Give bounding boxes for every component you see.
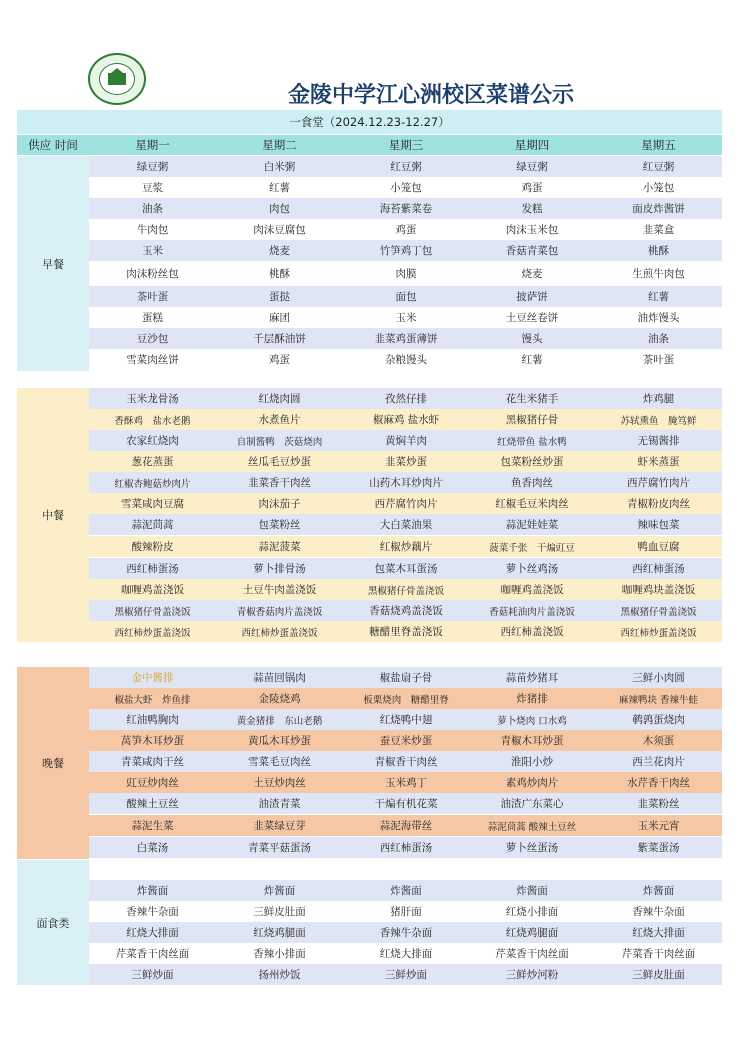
menu-item: 雪菜毛豆肉丝 bbox=[248, 756, 311, 768]
menu-row bbox=[89, 943, 722, 964]
menu-item: 玉米龙骨汤 bbox=[126, 393, 179, 405]
menu-item: 鹌鹑蛋烧肉 bbox=[632, 714, 685, 726]
menu-item: 红椒毛豆米肉丝 bbox=[495, 498, 569, 510]
menu-item: 蒜泥茼蒿 酸辣土豆丝 bbox=[487, 821, 577, 833]
menu-item: 红烧小排面 bbox=[505, 906, 559, 918]
menu-item: 白菜汤 bbox=[136, 842, 169, 854]
menu-item: 肉沫粉丝包 bbox=[126, 268, 179, 280]
menu-item: 香菇青菜包 bbox=[505, 245, 559, 257]
menu-item: 红油鸭胸肉 bbox=[126, 714, 179, 726]
menu-row bbox=[89, 514, 722, 535]
menu-item: 韭菜粉丝 bbox=[637, 798, 680, 810]
menu-item: 雪菜肉丝饼 bbox=[126, 354, 179, 366]
breakfast-meal-label: 早餐 bbox=[17, 156, 89, 371]
menu-item: 水煮鱼片 bbox=[258, 414, 301, 426]
menu-item: 西芹腐竹肉片 bbox=[627, 477, 690, 489]
menu-item: 茶叶蛋 bbox=[136, 291, 169, 303]
menu-item: 金中酱排 bbox=[131, 672, 174, 684]
menu-row bbox=[89, 793, 722, 814]
menu-item: 油渣广东菜心 bbox=[500, 798, 564, 810]
menu-item: 萝卜丝蛋汤 bbox=[505, 842, 559, 854]
menu-row bbox=[89, 880, 722, 901]
menu-item: 西红柿炒蛋盖浇饭 bbox=[620, 627, 697, 639]
menu-item: 木须蛋 bbox=[642, 735, 675, 747]
menu-item: 素鸡炒肉片 bbox=[505, 777, 559, 789]
menu-item: 玉米元宵 bbox=[637, 820, 680, 832]
menu-item: 芹菜香干肉丝面 bbox=[115, 948, 190, 960]
menu-item: 韭菜鸡蛋薄饼 bbox=[374, 333, 438, 345]
menu-item: 包菜木耳蛋汤 bbox=[374, 563, 438, 575]
menu-row bbox=[89, 730, 722, 751]
menu-item: 红烧鸡腿面 bbox=[253, 927, 306, 939]
breakfast-section bbox=[17, 156, 722, 371]
menu-item: 孜然仔排 bbox=[385, 393, 427, 405]
lunch-meal-label: 中餐 bbox=[17, 388, 89, 642]
menu-item: 三鲜炒面 bbox=[131, 969, 174, 981]
menu-row bbox=[89, 579, 722, 600]
menu-item: 雪菜咸肉豆腐 bbox=[121, 498, 184, 510]
menu-item: 炸酱面 bbox=[136, 885, 169, 897]
menu-item: 蒜苗炒猪耳 bbox=[505, 672, 559, 684]
menu-item: 青椒香干肉丝 bbox=[374, 756, 438, 768]
menu-item: 竹笋鸡丁包 bbox=[379, 245, 433, 257]
menu-row bbox=[89, 688, 722, 709]
menu-item: 炸鸡腿 bbox=[642, 393, 675, 405]
menu-item: 蒜泥娃娃菜 bbox=[505, 519, 559, 531]
menu-item: 香酥鸡 盐水老鹅 bbox=[114, 415, 191, 427]
menu-item: 黑椒猪仔骨盖浇饭 bbox=[367, 585, 444, 597]
day-header-fri: 星期五 bbox=[641, 138, 676, 152]
menu-item: 青椒香菇肉片盖浇饭 bbox=[236, 606, 323, 618]
menu-item: 黑椒猪仔骨盖浇饭 bbox=[620, 606, 697, 618]
menu-item: 豆沙包 bbox=[136, 333, 169, 345]
menu-item: 香辣牛杂面 bbox=[379, 927, 433, 939]
menu-item: 面包 bbox=[395, 291, 417, 303]
menu-item: 干煸有机花菜 bbox=[374, 798, 438, 810]
menu-item: 绿豆粥 bbox=[516, 161, 548, 173]
menu-row bbox=[89, 667, 722, 688]
menu-item: 杂粮馒头 bbox=[385, 354, 427, 366]
menu-item: 玉米 bbox=[142, 245, 163, 257]
menu-item: 三鲜炒河粉 bbox=[505, 969, 559, 981]
menu-item: 红薯 bbox=[269, 182, 290, 194]
menu-row bbox=[89, 709, 722, 730]
menu-item: 黑椒猪仔骨盖浇饭 bbox=[114, 606, 191, 618]
menu-item: 红薯 bbox=[648, 291, 669, 303]
menu-item: 青椒木耳炒蛋 bbox=[500, 735, 564, 747]
noodles-meal-label: 面食类 bbox=[17, 860, 89, 985]
menu-item: 红豆粥 bbox=[390, 161, 422, 173]
menu-item: 香菇耗油肉片盖浇饭 bbox=[489, 606, 575, 618]
menu-row bbox=[89, 621, 722, 642]
menu-item: 鸡蛋 bbox=[395, 224, 417, 236]
menu-item: 自制酱鸭 茨菇烧肉 bbox=[236, 436, 323, 448]
menu-item: 肉包 bbox=[269, 203, 290, 215]
menu-item: 芹菜香干肉丝面 bbox=[621, 948, 696, 960]
menu-row bbox=[89, 307, 722, 328]
day-header-tue: 星期二 bbox=[262, 138, 297, 152]
menu-item: 桃酥 bbox=[269, 268, 290, 280]
menu-item: 香辣小排面 bbox=[253, 948, 306, 960]
menu-item: 红薯 bbox=[521, 354, 543, 366]
menu-item: 山药木耳炒肉片 bbox=[369, 477, 443, 489]
menu-item: 红烧大排面 bbox=[126, 927, 179, 939]
menu-item: 三鲜皮肚面 bbox=[253, 906, 306, 918]
menu-item: 香辣牛杂面 bbox=[126, 906, 179, 918]
menu-item: 桃酥 bbox=[648, 245, 669, 257]
menu-item: 海苔紫菜卷 bbox=[379, 203, 433, 215]
menu-item: 咖喱鸡块盖浇饭 bbox=[621, 584, 696, 596]
menu-item: 肉沫茄子 bbox=[258, 498, 301, 510]
menu-item: 油炸馒头 bbox=[637, 312, 680, 324]
menu-item: 牛肉包 bbox=[136, 224, 169, 236]
menu-row bbox=[89, 922, 722, 943]
menu-row bbox=[89, 177, 722, 198]
menu-item: 扬州炒饭 bbox=[258, 969, 301, 981]
menu-item: 红烧鸭中翅 bbox=[379, 714, 433, 726]
menu-item: 花生米猪手 bbox=[505, 393, 559, 405]
menu-item: 咖喱鸡盖浇饭 bbox=[121, 584, 184, 596]
menu-row bbox=[89, 558, 722, 579]
menu-item: 土豆丝卷饼 bbox=[505, 312, 559, 324]
menu-row bbox=[89, 451, 722, 472]
menu-item: 黑椒猪仔骨 bbox=[505, 414, 559, 426]
menu-item: 生煎牛肉包 bbox=[632, 268, 685, 280]
menu-item: 农家红烧肉 bbox=[126, 435, 179, 447]
menu-item: 青椒粉皮肉丝 bbox=[627, 498, 690, 510]
menu-item: 红椒杏鲍菇炒肉片 bbox=[114, 478, 191, 490]
menu-item: 西红柿蛋汤 bbox=[379, 842, 433, 854]
menu-row bbox=[89, 772, 722, 793]
menu-item: 三鲜炒面 bbox=[385, 969, 427, 981]
menu-item: 西芹腐竹肉片 bbox=[374, 498, 438, 510]
menu-item: 蒜泥海带丝 bbox=[379, 820, 433, 832]
canteen-subtitle: 一食堂（2024.12.23-12.27） bbox=[17, 110, 722, 134]
menu-row bbox=[89, 815, 722, 836]
day-header-mon: 星期一 bbox=[135, 138, 170, 152]
menu-item: 萝卜烧肉 口水鸡 bbox=[497, 715, 567, 727]
menu-item: 椒麻鸡 盐水虾 bbox=[372, 414, 440, 426]
menu-row bbox=[89, 328, 722, 349]
menu-item: 豆浆 bbox=[142, 182, 163, 194]
menu-item: 土豆牛肉盖浇饭 bbox=[242, 584, 317, 596]
dinner-section bbox=[17, 667, 722, 859]
menu-item: 咖喱鸡盖浇饭 bbox=[500, 584, 564, 596]
menu-item: 红烧肉圆 bbox=[258, 393, 301, 405]
menu-row bbox=[89, 388, 722, 409]
menu-item: 炸酱面 bbox=[516, 885, 548, 897]
menu-item: 西红柿蛋汤 bbox=[632, 563, 685, 575]
menu-item: 红豆粥 bbox=[642, 161, 675, 173]
menu-item: 披萨饼 bbox=[516, 291, 548, 303]
menu-item: 蒜泥生菜 bbox=[131, 820, 174, 832]
menu-row bbox=[89, 240, 722, 261]
page-title: 金陵中学江心洲校区菜谱公示 bbox=[288, 83, 575, 108]
menu-item: 蒜泥茼蒿 bbox=[131, 519, 174, 531]
menu-item: 三鲜皮肚面 bbox=[632, 969, 685, 981]
day-header-thu: 星期四 bbox=[514, 138, 550, 152]
menu-row bbox=[89, 901, 722, 922]
menu-item: 炸酱面 bbox=[390, 885, 422, 897]
menu-item: 菠菜千张 干煸豇豆 bbox=[489, 542, 575, 554]
noodle-section bbox=[17, 860, 722, 985]
menu-row bbox=[89, 536, 722, 557]
menu-item: 烧麦 bbox=[521, 268, 543, 280]
menu-item: 炸酱面 bbox=[642, 885, 675, 897]
menu-row bbox=[89, 286, 722, 307]
menu-item: 面皮炸酱饼 bbox=[632, 203, 685, 215]
menu-item: 炸猪排 bbox=[516, 693, 548, 705]
menu-item: 土豆炒肉丝 bbox=[253, 777, 306, 789]
menu-item: 西红柿蛋汤 bbox=[126, 563, 179, 575]
menu-item: 丝瓜毛豆炒蛋 bbox=[248, 456, 311, 468]
menu-item: 鸭血豆腐 bbox=[637, 541, 680, 553]
menu-row bbox=[89, 964, 722, 985]
menu-item: 酸辣土豆丝 bbox=[126, 798, 179, 810]
menu-item: 红烧鸡腿面 bbox=[505, 927, 559, 939]
menu-item: 烧麦 bbox=[269, 245, 290, 257]
menu-item: 虾米蒸蛋 bbox=[637, 456, 680, 468]
menu-row bbox=[89, 837, 722, 858]
menu-item: 豇豆炒肉丝 bbox=[126, 777, 179, 789]
menu-item: 香菇烧鸡盖浇饭 bbox=[369, 605, 443, 617]
dinner-meal-label: 晚餐 bbox=[17, 667, 89, 859]
menu-item: 青菜咸肉干丝 bbox=[121, 756, 184, 768]
menu-item: 板栗烧肉 糖醋里脊 bbox=[363, 694, 449, 706]
menu-item: 炸酱面 bbox=[263, 885, 296, 897]
menu-item: 发糕 bbox=[521, 203, 543, 215]
menu-item: 葱花蒸蛋 bbox=[131, 456, 174, 468]
menu-item: 黄金猪排 东山老鹅 bbox=[236, 715, 323, 727]
menu-item: 椒盐扇子骨 bbox=[379, 672, 433, 684]
menu-item: 糖醋里脊盖浇饭 bbox=[369, 626, 443, 638]
menu-item: 红烧大排面 bbox=[632, 927, 685, 939]
menu-item: 无锡酱排 bbox=[637, 435, 680, 447]
menu-item: 黄瓜木耳炒蛋 bbox=[248, 735, 311, 747]
column-header-row bbox=[17, 135, 722, 155]
menu-row bbox=[89, 219, 722, 240]
menu-item: 酸辣粉皮 bbox=[131, 541, 174, 553]
menu-item: 萝卜排骨汤 bbox=[253, 563, 306, 575]
menu-item: 红烧带鱼 盐水鸭 bbox=[497, 436, 567, 448]
menu-item: 油条 bbox=[648, 333, 669, 345]
menu-item: 玉米 bbox=[395, 312, 417, 324]
menu-item: 绿豆粥 bbox=[136, 161, 169, 173]
menu-item: 馒头 bbox=[521, 333, 543, 345]
menu-item: 红椒炒藕片 bbox=[379, 541, 433, 553]
menu-item: 蛋挞 bbox=[269, 291, 290, 303]
menu-row bbox=[89, 263, 722, 284]
menu-item: 猪肝面 bbox=[390, 906, 422, 918]
menu-item: 肉沫玉米包 bbox=[505, 224, 559, 236]
menu-item: 包菜粉丝 bbox=[258, 519, 301, 531]
menu-row bbox=[89, 600, 722, 621]
building-icon bbox=[108, 73, 126, 85]
menu-item: 千层酥油饼 bbox=[253, 333, 306, 345]
menu-item: 油条 bbox=[142, 203, 163, 215]
menu-item: 大白菜油果 bbox=[379, 519, 433, 531]
menu-item: 金陵烧鸡 bbox=[258, 693, 301, 705]
menu-row bbox=[89, 751, 722, 772]
menu-item: 香辣牛杂面 bbox=[632, 906, 685, 918]
school-logo bbox=[88, 53, 146, 105]
menu-item: 水芹香干肉丝 bbox=[627, 777, 690, 789]
day-header-wed: 星期三 bbox=[388, 138, 424, 152]
menu-item: 白米粥 bbox=[263, 161, 296, 173]
menu-item: 小笼包 bbox=[390, 182, 422, 194]
menu-item: 包菜粉丝炒蛋 bbox=[500, 456, 564, 468]
menu-item: 小笼包 bbox=[642, 182, 675, 194]
menu-item: 西红柿炒蛋盖浇饭 bbox=[114, 627, 191, 639]
menu-item: 麻辣鸭块 香辣牛蛙 bbox=[618, 694, 699, 706]
menu-item: 青菜平菇蛋汤 bbox=[248, 842, 311, 854]
menu-row bbox=[89, 156, 722, 177]
menu-item: 玉米鸡丁 bbox=[385, 777, 427, 789]
menu-item: 蒜泥菠菜 bbox=[258, 541, 301, 553]
menu-item: 蛋糕 bbox=[142, 312, 163, 324]
menu-item: 西红柿盖浇饭 bbox=[500, 626, 564, 638]
supply-time-header: 供应 时间 bbox=[28, 138, 78, 152]
menu-row bbox=[89, 472, 722, 493]
menu-item: 蒜苗回锅肉 bbox=[253, 672, 306, 684]
menu-item: 椒盐大虾 炸鱼排 bbox=[114, 694, 191, 706]
menu-row bbox=[89, 430, 722, 451]
menu-row bbox=[89, 409, 722, 430]
menu-item: 蚕豆米炒蛋 bbox=[379, 735, 433, 747]
menu-item: 麻团 bbox=[269, 312, 290, 324]
menu-item: 肉沫豆腐包 bbox=[253, 224, 306, 236]
menu-item: 韭菜绿豆芽 bbox=[253, 820, 306, 832]
menu-item: 鸡蛋 bbox=[521, 182, 543, 194]
menu-item: 肉膜 bbox=[395, 268, 417, 280]
menu-item: 萝卜丝鸡汤 bbox=[505, 563, 559, 575]
menu-item: 紫菜蛋汤 bbox=[637, 842, 680, 854]
menu-item: 西红柿炒蛋盖浇饭 bbox=[241, 627, 318, 639]
lunch-section bbox=[17, 388, 722, 642]
menu-item: 鱼香肉丝 bbox=[511, 477, 553, 489]
menu-item: 芹菜香干肉丝面 bbox=[495, 948, 569, 960]
menu-item: 红烧大排面 bbox=[379, 948, 433, 960]
menu-item: 淮阳小炒 bbox=[511, 756, 553, 768]
menu-item: 鸡蛋 bbox=[269, 354, 290, 366]
menu-item: 油渣青菜 bbox=[258, 798, 301, 810]
menu-item: 茶叶蛋 bbox=[642, 354, 675, 366]
menu-item: 韭菜香干肉丝 bbox=[248, 477, 311, 489]
menu-item: 韭菜炒蛋 bbox=[385, 456, 427, 468]
menu-item: 莴笋木耳炒蛋 bbox=[121, 735, 184, 747]
menu-item: 辣味包菜 bbox=[637, 519, 680, 531]
menu-item: 黄焖羊肉 bbox=[385, 435, 427, 447]
menu-item: 韭菜盒 bbox=[642, 224, 675, 236]
menu-item: 苏轼熏鱼 腌笃鲜 bbox=[620, 415, 697, 427]
menu-item: 三鲜小肉圆 bbox=[632, 672, 685, 684]
menu-item: 西兰花肉片 bbox=[632, 756, 685, 768]
menu-row bbox=[89, 493, 722, 514]
menu-row bbox=[89, 349, 722, 370]
menu-row bbox=[89, 198, 722, 219]
